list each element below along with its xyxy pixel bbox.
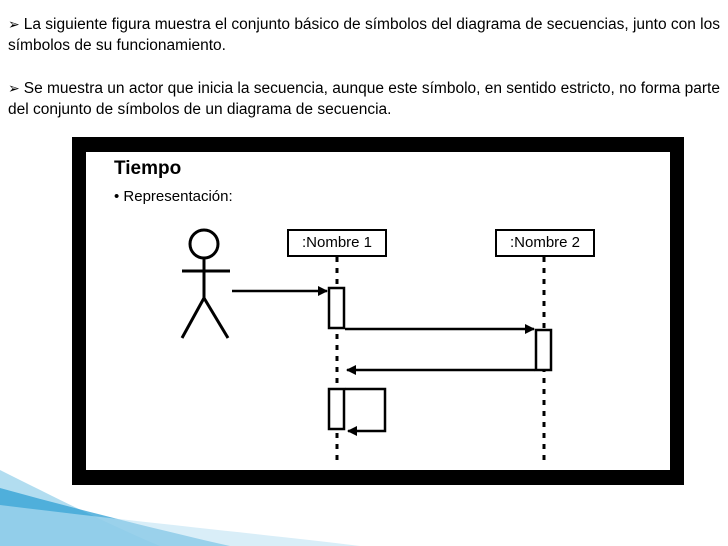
object-box-2: :Nombre 2 (495, 229, 595, 257)
figure-subtitle: • Representación: (114, 188, 233, 205)
bullet-text-1: La siguiente figura muestra el conjunto básico de símbolos del diagrama de secuencias, junto con los símbolos de su funcionamiento. (8, 16, 720, 54)
figure-title: Tiempo (114, 158, 182, 179)
arrow-bullet-icon: ➢ (8, 16, 20, 32)
arrow-bullet-icon: ➢ (8, 80, 20, 96)
bullet-text-2: Se muestra un actor que inicia la secuencia, aunque este símbolo, en sentido estricto, no forma parte del conjunto de símbolos de un diagrama de secuencia. (8, 80, 720, 118)
object-box-1: :Nombre 1 (287, 229, 387, 257)
